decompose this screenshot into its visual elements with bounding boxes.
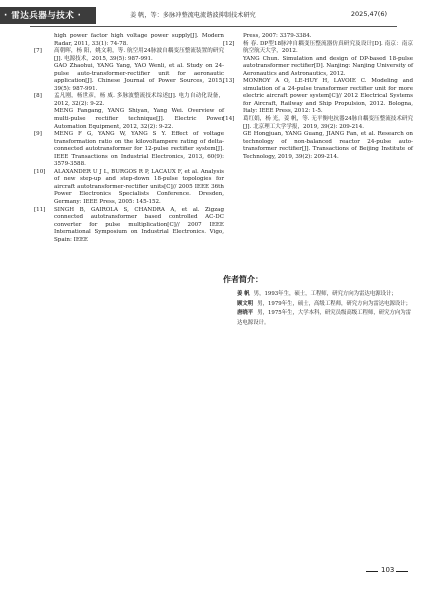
- reference-item: [14] 葛红娟，杨 光，姜 帆，等. 无平衡电抗器24脉自耦变压整流技术研究[J]. 北京理工大学学报，2019, 39(2): 209-214.: [223, 116, 413, 130]
- reference-item: GE Hongjuan, YANG Guang, JIANG Fan, et al. Research on technology of non-balanced reactor 24-pulse auto-transformer rectifier[J]. Transactions of Beijing Institute of Technology, 2019, 39(2): 209-214.: [243, 131, 413, 160]
- reference-item: Press, 2007: 3379-3384.: [243, 33, 312, 39]
- reference-item: [11] SINGH B, GAIROLA S, CHANDRA A, et al. Zigzag connected autotransformer based controlled AC-DC converter for pulse multiplication[C]// 2007 IEEE International Symposium on Industrial Electronics. Vigo, Spain: IEEE: [34, 206, 224, 243]
- reference-item: YANG Chun. Simulation and design of DP-based 18-pulse autotransformer rectifier[D]. Nanjing: Nanjing University of Aeronautics and Astronautics, 2012.: [243, 55, 413, 77]
- author-desc: 男，1975年生，大学本科，研究员级高级工程师，研究方向为雷达电源设计。: [237, 310, 412, 326]
- reference-item: GAO Zhaohui, YANG Yang, YAO Wenli, et al. Study on 24-pulse auto-transformer-rectifier unit for aeronautic application[J]. Chinese Journal of Power Sources, 2015, 39(5): 987-991.: [54, 63, 224, 92]
- reference-item: [13] MONROY A O, LE-HUY H, LAVOIE C. Modeling and simulation of a 24-pulse transformer rectifier unit for more electric aircraft power system[C]// 2012 Electrical Systems for Aircraft, Railway and Ship Propulsion, 2012. Bologna, Italy: IEEE Press, 2012: 1-5.: [223, 78, 413, 115]
- header-rule: [30, 26, 397, 27]
- footer-rule-left: [366, 571, 378, 572]
- reference-item: [8] 孟凡刚，杨世彦，杨 威. 多脉波整流技术综述[J]. 电力自动化设备，2012, 32(2): 9-22.: [34, 93, 224, 107]
- page-number: 103: [381, 566, 395, 574]
- author-name: 姜 帆: [237, 291, 250, 297]
- author-bio: [223, 300, 413, 310]
- author-desc: 男，1979年生，硕士，高级工程师，研究方向为雷达电源设计；: [257, 300, 412, 307]
- author-bio: [223, 309, 413, 328]
- footer-rule-right: [396, 571, 408, 572]
- running-title: 姜 帆，等：多脉冲整流电流谐波抑制技术研究: [130, 12, 256, 19]
- reference-item: [7] 高朝晖，杨 阳，姚文莉，等. 航空用24脉波自耦变压整流装置的研究[J]. 电源技术，2015, 39(5): 987-991.: [34, 48, 224, 62]
- author-bio: [223, 290, 413, 300]
- page-header: [0, 0, 427, 28]
- reference-item: [12] 杨 春. DP型18脉冲自耦变压整流器仿真研究及设计[D]. 南京：南京航空航天大学，2012.: [223, 40, 413, 55]
- author-bio-heading: 作者简介：: [223, 275, 263, 284]
- author-name: 唐晓平: [237, 310, 254, 316]
- journal-name: · 雷达兵器与技术 ·: [4, 11, 82, 21]
- reference-item: high power factor high voltage power supply[J]. Modern Radar, 2011, 33(1): 74-78.: [54, 33, 224, 47]
- left-reference-column: [34, 33, 224, 244]
- author-desc: 男，1993年生，硕士，工程师，研究方向为雷达电源设计；: [253, 291, 397, 297]
- issue-info: 2025,47(6): [350, 10, 387, 18]
- reference-item: MENG Fangang, YANG Shiyan, Yang Wei. Overview of multi-pulse rectifier technique[J]. Electric Power Automation Equipment, 2012, 32(2): 9-22.: [54, 108, 224, 130]
- author-bios: [223, 290, 413, 328]
- reference-item: [10] ALAXANDER U J L, BURGOS R P, LACAUX F, et al. Analysis of new step-up and step-down 18-pulse topologies for aircraft autotransformer-rectifier units[C]// 2005 IEEE 36th Power Electronics Specialists Conference. Dresden, Germany: IEEE Press, 2005: 145-152.: [34, 168, 224, 206]
- reference-item: [9] MENG F G, YANG W, YANG S Y. Effect of voltage transformation ratio on the kilovoltampere rating of delta-connected autotransformer for 12-pulse rectifier system[J]. IEEE Transactions on Industrial Electronics, 2013, 60(9): 3579-3588.: [34, 131, 224, 168]
- journal-name-tab: [0, 7, 96, 24]
- right-reference-column: [223, 33, 413, 161]
- author-name: 顾文明: [237, 300, 254, 307]
